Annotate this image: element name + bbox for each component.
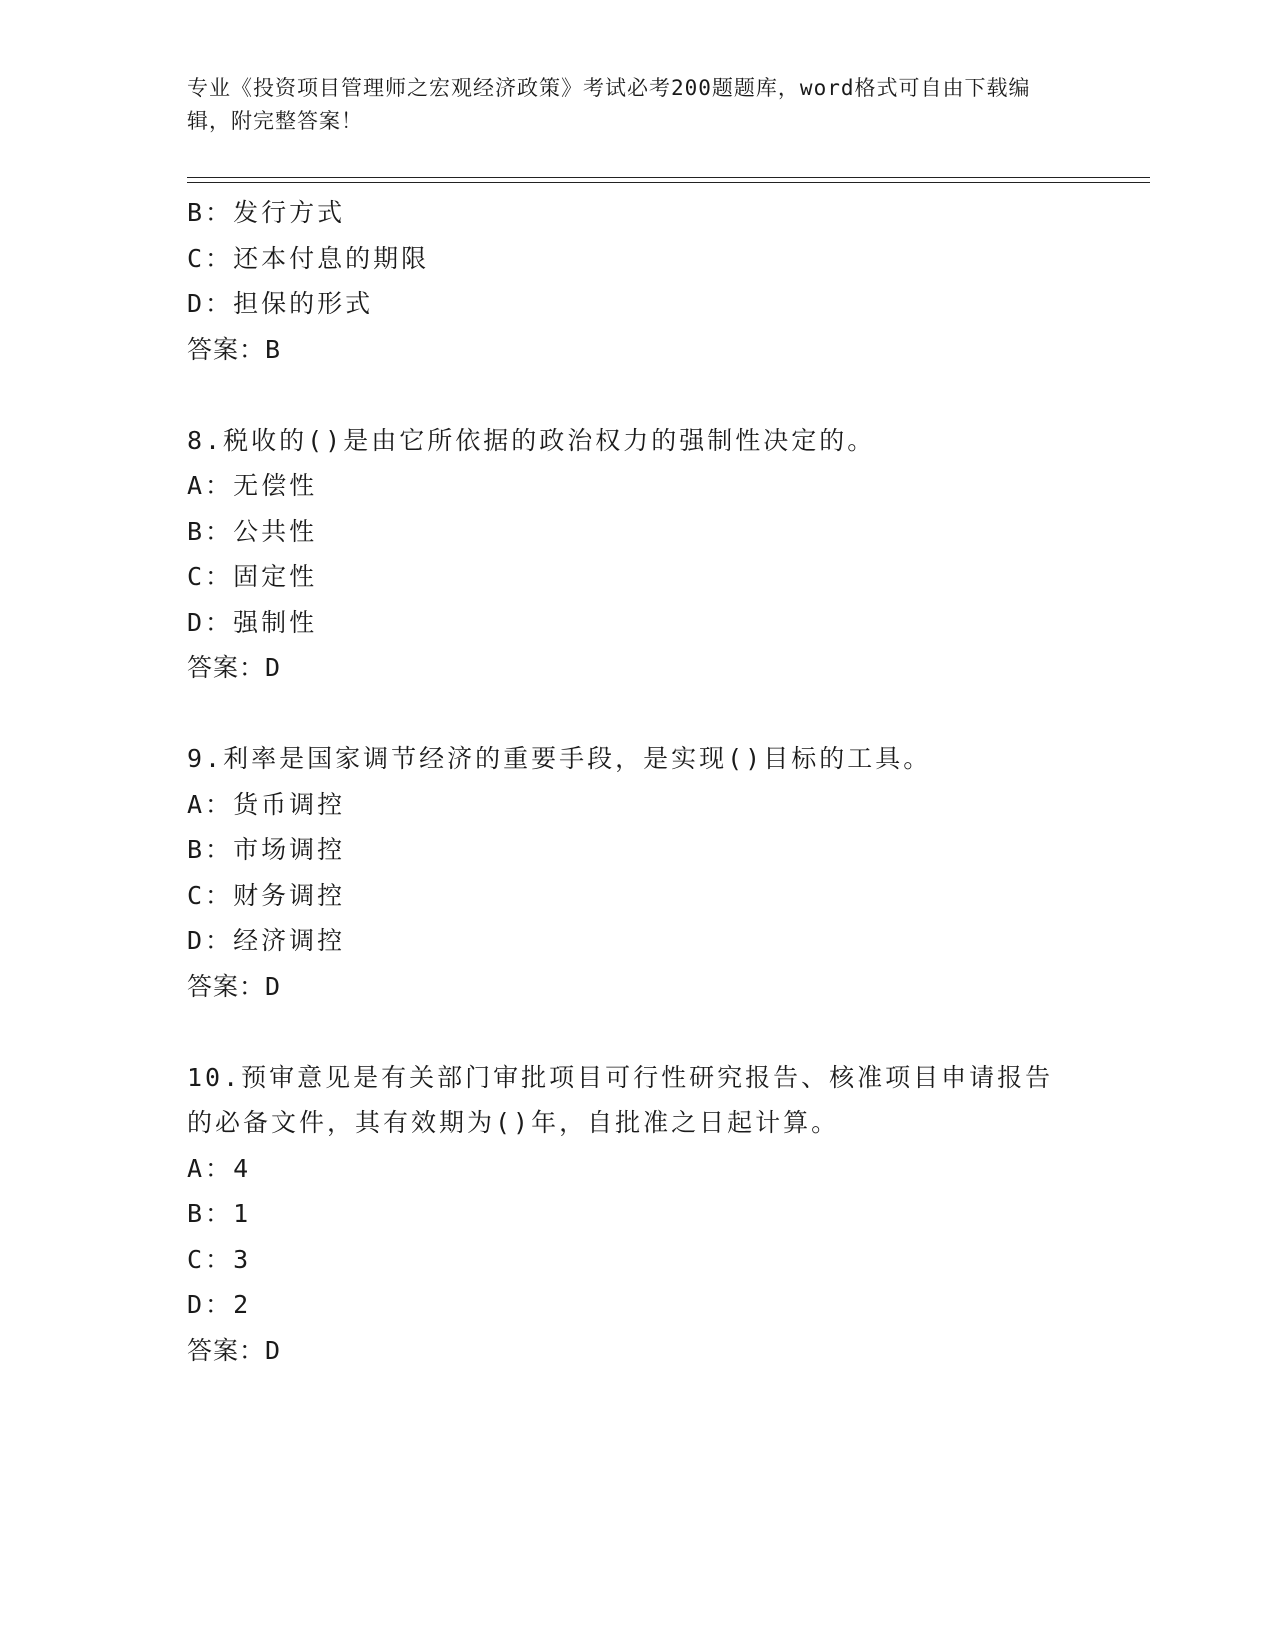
answer: 答案：D bbox=[187, 653, 282, 682]
question-text-line-2: 的必备文件，其有效期为()年，自批准之日起计算。 bbox=[187, 1108, 840, 1137]
option-text: 强制性 bbox=[233, 607, 318, 637]
option-b bbox=[187, 827, 1087, 873]
answer: 答案：D bbox=[187, 971, 282, 1001]
question-text-line-1: 10.预审意见是有关部门审批项目可行性研究报告、核准项目申请报告 bbox=[187, 1062, 1054, 1092]
option-label: A： bbox=[187, 471, 234, 500]
option-label: B： bbox=[187, 198, 234, 227]
spacer bbox=[187, 372, 1087, 418]
option-d bbox=[187, 600, 1087, 646]
option-label: B： bbox=[187, 516, 234, 546]
option-label: C： bbox=[187, 880, 234, 910]
header-rule-top bbox=[187, 177, 1150, 178]
option-c bbox=[187, 1237, 1087, 1283]
question-7-continued bbox=[187, 190, 1087, 372]
option-text: 财务调控 bbox=[233, 880, 346, 910]
option-d bbox=[187, 918, 1087, 964]
option-c bbox=[187, 873, 1087, 919]
option-a bbox=[187, 1146, 1087, 1192]
option-text: 3 bbox=[233, 1244, 252, 1274]
option-text: 固定性 bbox=[233, 562, 318, 591]
option-b bbox=[187, 190, 1087, 236]
question-text: 8.税收的()是由它所依据的政治权力的强制性决定的。 bbox=[187, 425, 876, 455]
option-label: C： bbox=[187, 243, 234, 273]
header-rule-bottom bbox=[187, 182, 1150, 183]
spacer bbox=[187, 691, 1087, 737]
document-header: 专业《投资项目管理师之宏观经济政策》考试必考200题题库，word格式可自由下载编辑，附完整答案！ bbox=[187, 76, 1031, 133]
question-list bbox=[187, 190, 1087, 1373]
option-a bbox=[187, 463, 1087, 509]
option-text: 担保的形式 bbox=[233, 289, 374, 318]
option-text: 4 bbox=[233, 1153, 252, 1183]
option-text: 1 bbox=[233, 1199, 252, 1228]
option-text: 无偿性 bbox=[233, 471, 318, 500]
option-text: 2 bbox=[233, 1290, 252, 1319]
question-8 bbox=[187, 418, 1087, 691]
option-text: 市场调控 bbox=[233, 835, 346, 864]
question-9 bbox=[187, 736, 1087, 1009]
option-label: A： bbox=[187, 789, 234, 819]
option-label: C： bbox=[187, 1244, 234, 1274]
option-c bbox=[187, 554, 1087, 600]
option-text: 货币调控 bbox=[233, 789, 346, 819]
answer: 答案：B bbox=[187, 334, 282, 364]
option-d bbox=[187, 281, 1087, 327]
option-text: 发行方式 bbox=[233, 198, 346, 227]
option-label: C： bbox=[187, 562, 234, 591]
option-c bbox=[187, 236, 1087, 282]
option-b bbox=[187, 509, 1087, 555]
option-d bbox=[187, 1282, 1087, 1328]
option-text: 经济调控 bbox=[233, 926, 346, 955]
option-a bbox=[187, 782, 1087, 828]
option-label: D： bbox=[187, 926, 234, 955]
option-text: 还本付息的期限 bbox=[233, 243, 430, 273]
option-text: 公共性 bbox=[233, 516, 318, 546]
option-label: D： bbox=[187, 289, 234, 318]
question-text: 9.利率是国家调节经济的重要手段，是实现()目标的工具。 bbox=[187, 744, 932, 773]
option-label: A： bbox=[187, 1153, 234, 1183]
option-label: B： bbox=[187, 1199, 234, 1228]
spacer bbox=[187, 1009, 1087, 1055]
option-label: D： bbox=[187, 607, 234, 637]
question-10 bbox=[187, 1055, 1087, 1374]
option-label: D： bbox=[187, 1290, 234, 1319]
answer: 答案：D bbox=[187, 1335, 282, 1365]
option-b bbox=[187, 1191, 1087, 1237]
option-label: B： bbox=[187, 835, 234, 864]
